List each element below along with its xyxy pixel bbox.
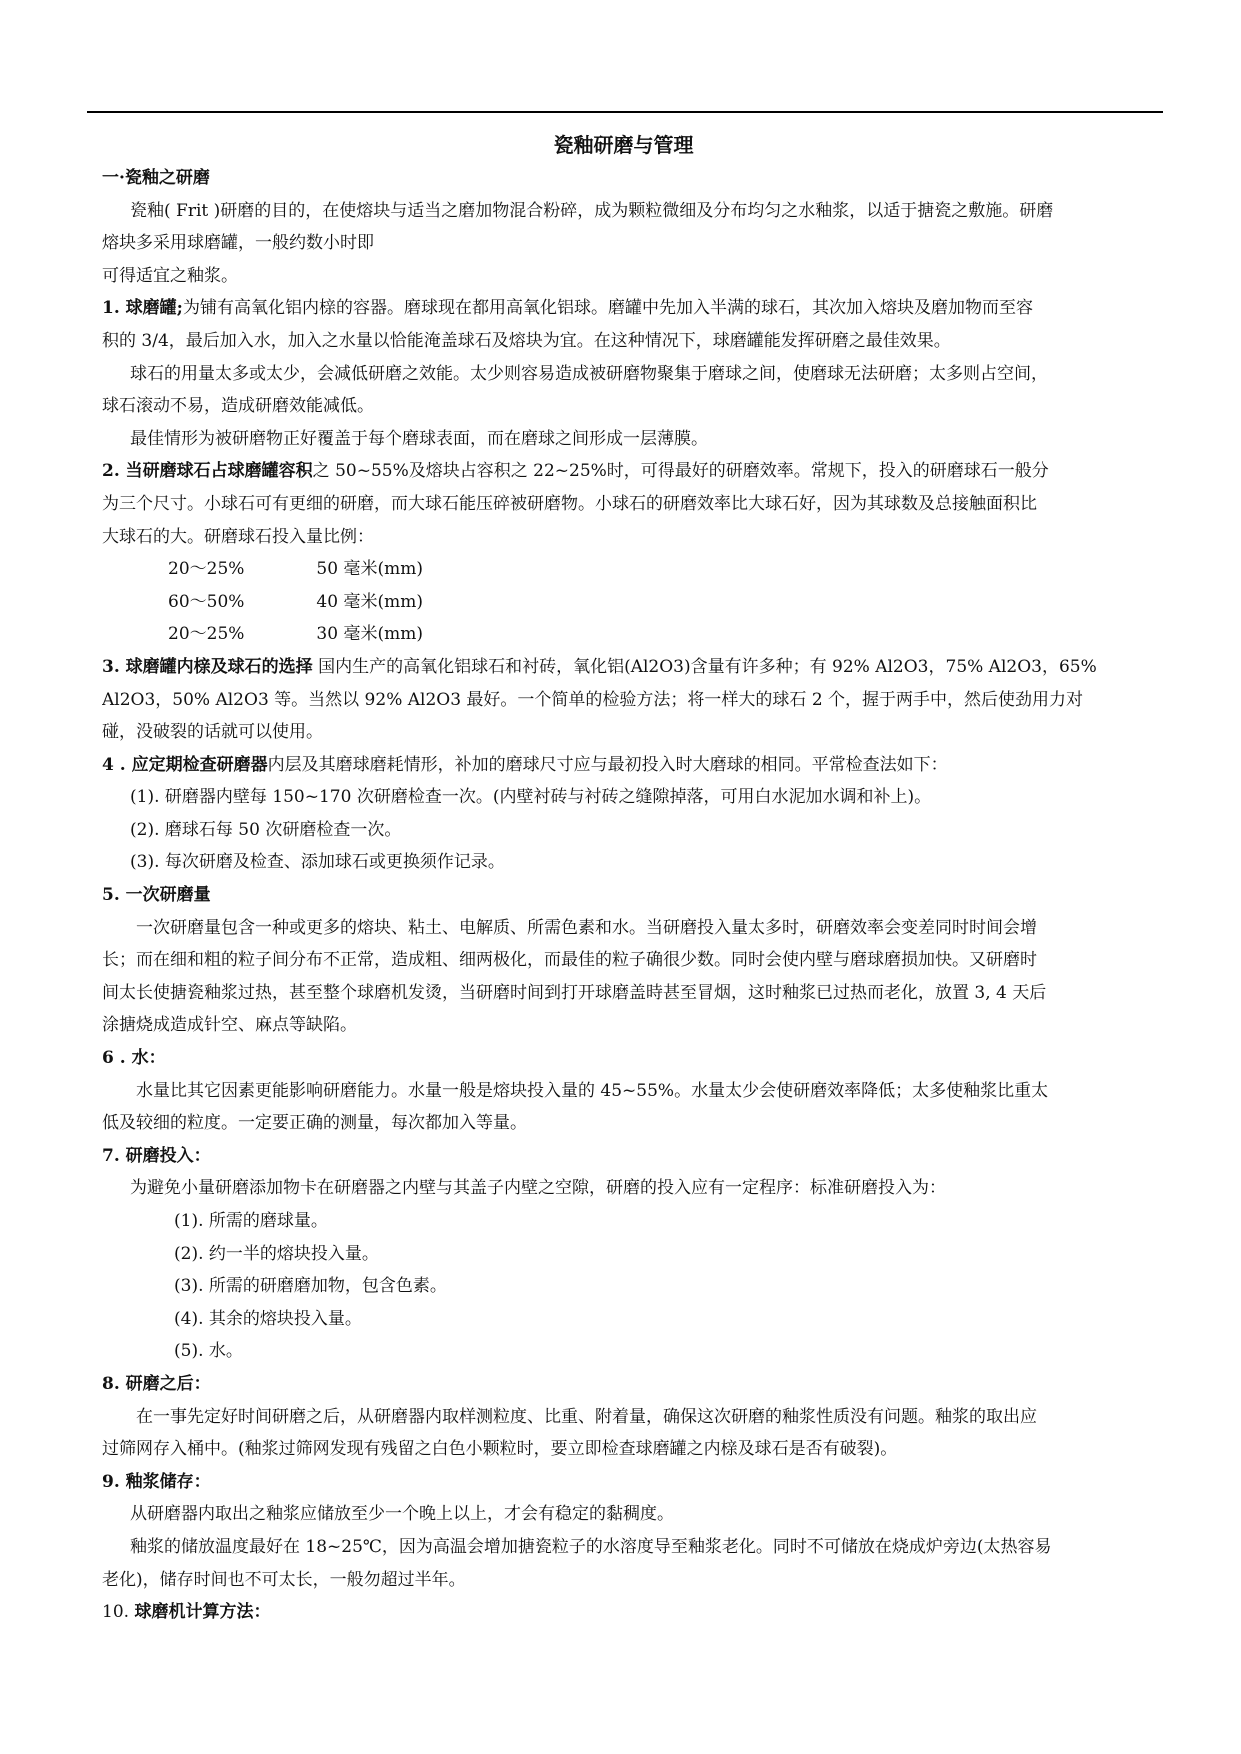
page-title: 瓷釉研磨与管理 (553, 133, 694, 157)
paragraph-line: 最佳情形为被研磨物正好覆盖于每个磨球表面，而在磨球之间形成一层薄膜。 (130, 428, 708, 449)
paragraph-line: 长；而在细和粗的粒子间分布不正常，造成粗、细两极化，而最佳的粒子确很少数。同时会使内壁与磨球磨损加快。又研磨时 (102, 950, 1037, 971)
paragraph-line: 低及较细的粒度。一定要正确的测量，每次都加入等量。 (102, 1113, 527, 1134)
item-number: 10. (102, 1602, 135, 1623)
item-heading: 3. 球磨罐内榇及球石的选择 (102, 656, 313, 677)
ratio-pct: 20～25% (168, 624, 245, 645)
paragraph-line: 为三个尺寸。小球石可有更细的研磨，而大球石能压碎被研磨物。小球石的研磨效率比大球石好，因为其球数及总接触面积比 (102, 493, 1037, 514)
paragraph-line: Al2O3，50% Al2O3 等。当然以 92% Al2O3 最好。一个简单的检验方法；将一样大的球石 2 个，握于两手中，然后使劲用力对 (102, 689, 1084, 710)
item-heading: 8. 研磨之后： (102, 1373, 211, 1394)
item-10-line (102, 1596, 1145, 1629)
ratio-row (102, 586, 1145, 619)
item-2-line (102, 455, 1145, 488)
paragraph-line: 老化)，储存时间也不可太长，一般勿超过半年。 (102, 1569, 466, 1590)
paragraph-text: 为铺有高氧化铝内榇的容器。磨球现在都用高氧化铝球。磨罐中先加入半满的球石，其次加入熔块及磨加物而至容 (182, 298, 1033, 319)
paragraph-line: 涂搪烧成造成针空、麻点等缺陷。 (102, 1015, 357, 1036)
paragraph-line: 碰，没破裂的话就可以使用。 (102, 722, 323, 743)
paragraph-line: 过筛网存入桶中。(釉浆过筛网发现有残留之白色小颗粒时，要立即检查球磨罐之内榇及球石是否有破裂)。 (102, 1439, 898, 1460)
paragraph-line: 从研磨器内取出之釉浆应储放至少一个晚上以上，才会有稳定的黏稠度。 (130, 1504, 674, 1525)
item-heading: 9. 釉浆储存： (102, 1471, 211, 1492)
paragraph-line: 在一事先定好时间研磨之后，从研磨器内取样测粒度、比重、附着量，确保这次研磨的釉浆性质没有问题。釉浆的取出应 (136, 1406, 1037, 1427)
item-heading: 4 . 应定期检查研磨器 (102, 754, 268, 775)
ratio-row (102, 618, 1145, 651)
paragraph-line: 间太长使搪瓷釉浆过热，甚至整个球磨机发烫，当研磨时间到打开球磨盖時甚至冒烟，这时釉浆已过热而老化，放置 3, 4 天后 (102, 982, 1047, 1003)
ratio-pct: 20～25% (168, 559, 245, 580)
item-1-line: 1. 球磨罐;为铺有高氧化铝内榇的容器。磨球现在都用高氧化铝球。磨罐中先加入半满的球石，其次加入熔块及磨加物而至容 (102, 298, 1033, 319)
paragraph-line: 釉浆的储放温度最好在 18~25℃，因为高温会增加搪瓷粒子的水溶度导至釉浆老化。同时不可储放在烧成炉旁边(太热容易 (130, 1536, 1052, 1557)
paragraph-line: 球石滚动不易，造成研磨效能减低。 (102, 396, 374, 417)
item-3-line (102, 651, 1145, 684)
item-heading: 2. 当研磨球石占球磨罐容积 (102, 461, 313, 482)
paragraph-line: 瓷釉( Frit )研磨的目的，在使熔块与适当之磨加物混合粉碎，成为颗粒微细及分布均匀之水釉浆，以适于搪瓷之敷施。研磨 (130, 200, 1054, 221)
item-4-line (102, 749, 1145, 782)
paragraph-text: 内层及其磨球磨耗情形，补加的磨球尺寸应与最初投入时大磨球的相同。平常检查法如下： (267, 754, 948, 775)
ratio-row (102, 553, 1145, 586)
paragraph-line: 熔块多采用球磨罐，一般约数小时即 (102, 233, 374, 254)
paragraph-line: 水量比其它因素更能影响研磨能力。水量一般是熔块投入量的 45~55%。水量太少会使研磨效率降低；太多使釉浆比重太 (136, 1080, 1049, 1101)
ratio-size: 50 毫米(mm) (316, 559, 423, 580)
list-item: (4). 其余的熔块投入量。 (174, 1308, 362, 1329)
item-heading: 球磨机计算方法： (134, 1602, 271, 1623)
paragraph-text: 国内生产的高氧化铝球石和衬砖，氧化铝(Al2O3)含量有许多种；有 92% Al2O3，75% Al2O3，65% (312, 656, 1097, 677)
paragraph-text: 之 50~55%及熔块占容积之 22~25%时，可得最好的研磨效率。常规下，投入的研磨球石一般分 (312, 461, 1049, 482)
paragraph-line: 积的 3/4，最后加入水，加入之水量以恰能淹盖球石及熔块为宜。在这种情况下，球磨罐能发挥研磨之最佳效果。 (102, 330, 951, 351)
ratio-size: 40 毫米(mm) (316, 591, 423, 612)
header-rule (87, 111, 1163, 113)
paragraph-line: 球石的用量太多或太少，会减低研磨之效能。太少则容易造成被研磨物聚集于磨球之间，使磨球无法研磨；太多则占空间， (130, 363, 1048, 384)
list-item: (3). 每次研磨及检查、添加球石或更换须作记录。 (130, 852, 505, 873)
ratio-size: 30 毫米(mm) (316, 624, 423, 645)
list-item: (2). 约一半的熔块投入量。 (174, 1243, 379, 1264)
list-item: (2). 磨球石每 50 次研磨检查一次。 (130, 819, 402, 840)
paragraph-line: 一次研磨量包含一种或更多的熔块、粘土、电解质、所需色素和水。当研磨投入量太多时，研磨效率会变差同时时间会增 (136, 917, 1037, 938)
list-item: (5). 水。 (174, 1341, 243, 1362)
paragraph-line: 为避免小量研磨添加物卡在研磨器之内壁与其盖子内壁之空隙，研磨的投入应有一定程序：标准研磨投入为： (130, 1178, 946, 1199)
paragraph-line: 大球石的大。研磨球石投入量比例： (102, 526, 374, 547)
paragraph-line: 可得适宜之釉浆。 (102, 265, 238, 286)
item-heading: 6 . 水： (102, 1048, 166, 1069)
document-body (102, 128, 1145, 1629)
item-heading: 7. 研磨投入： (102, 1145, 211, 1166)
list-item: (3). 所需的研磨磨加物，包含色素。 (174, 1276, 447, 1297)
list-item: (1). 研磨器内壁每 150~170 次研磨检查一次。(内壁衬砖与衬砖之缝隙掉落，可用白水泥加水调和补上)。 (130, 787, 932, 808)
section-heading: 一·瓷釉之研磨 (102, 168, 210, 188)
list-item: (1). 所需的磨球量。 (174, 1211, 328, 1231)
ratio-pct: 60～50% (168, 591, 245, 612)
item-heading: 5. 一次研磨量 (102, 885, 211, 906)
item-heading: 1. 球磨罐 (102, 298, 177, 319)
